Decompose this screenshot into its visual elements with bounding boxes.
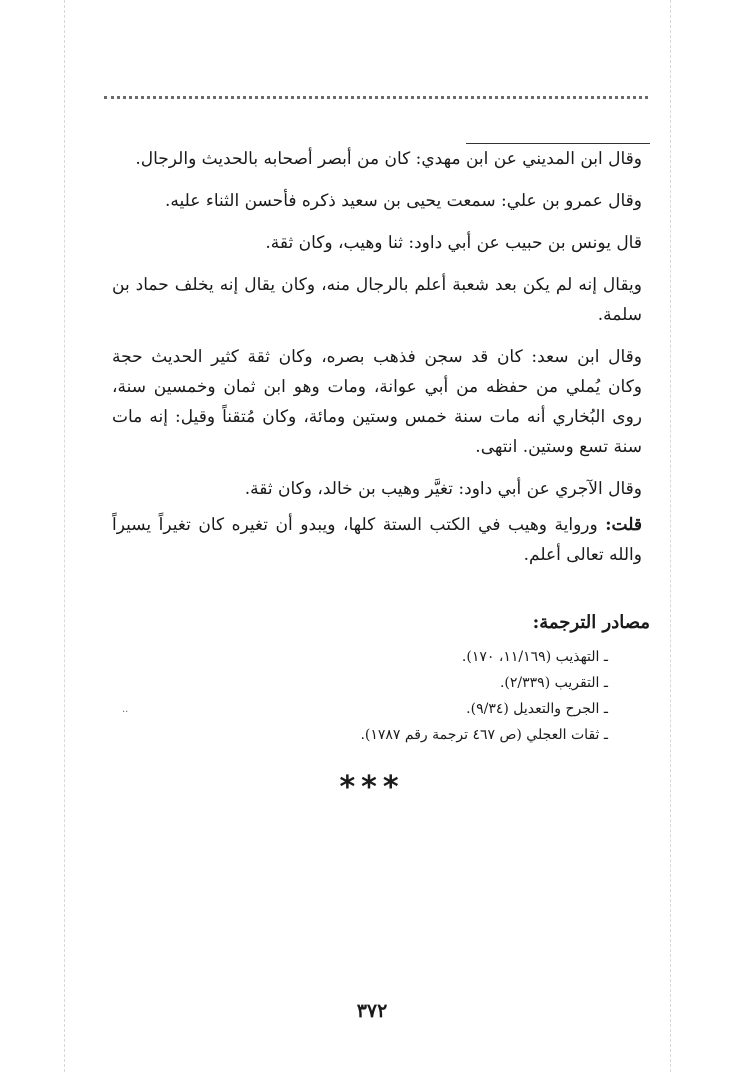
page-number: ٣٧٢ — [356, 1000, 388, 1022]
paragraph-al-ajurri: وقال الآجري عن أبي داود: تغيَّر وهيب بن خالد، وكان ثقة. — [244, 479, 642, 499]
qult-text: ورواية وهيب في الكتب الستة كلها، ويبدو أن تغيره كان تغيراً يسيراً والله تعالى أعلم. — [112, 515, 642, 565]
scan-artifact-line-right — [670, 0, 671, 1072]
paragraph-shuba: ويقال إنه لم يكن بعد شعبة أعلم بالرجال منه، وكان يقال إنه يخلف حماد بن سلمة. — [112, 275, 642, 325]
source-item: ـ الجرح والتعديل (٩/٣٤). — [360, 696, 608, 722]
sources-heading: مصادر الترجمة: — [532, 612, 650, 633]
scan-speck: .. — [122, 704, 129, 715]
paragraph-ibn-saad: وقال ابن سعد: كان قد سجن فذهب بصره، وكان ثقة كثير الحديث حجة وكان يُملي من حفظه من أبي عوانة، ومات وهو ابن ثمان وخمسين سنة، روى البُخاري أنه مات سنة خمس وستين ومائة، وكان مُتقناً وقيل: إنه مات سنة تسع وستين. انتهى. — [112, 347, 642, 457]
qult-lead: قلت: — [605, 515, 642, 535]
paragraph-qult — [112, 510, 642, 570]
source-item: ـ التقريب (٢/٣٣٩). — [360, 670, 608, 696]
paragraph-ibn-al-madini: وقال ابن المديني عن ابن مهدي: كان من أبصر أصحابه بالحديث والرجال. — [135, 149, 642, 169]
scan-artifact-line-left — [64, 0, 65, 1072]
source-item: ـ ثقات العجلي (ص ٤٦٧ ترجمة رقم ١٧٨٧). — [360, 722, 608, 748]
paragraph-amr-ibn-ali: وقال عمرو بن علي: سمعت يحيى بن سعيد ذكره فأحسن الثناء عليه. — [165, 191, 642, 211]
sources-list — [360, 644, 608, 748]
section-separator-stars: *** — [339, 770, 405, 805]
main-text — [112, 144, 642, 570]
top-dotted-rule — [104, 96, 648, 99]
paragraph-yunus-ibn-habib: قال يونس بن حبيب عن أبي داود: ثنا وهيب، وكان ثقة. — [265, 233, 642, 253]
source-item: ـ التهذيب (١١/١٦٩، ١٧٠). — [360, 644, 608, 670]
